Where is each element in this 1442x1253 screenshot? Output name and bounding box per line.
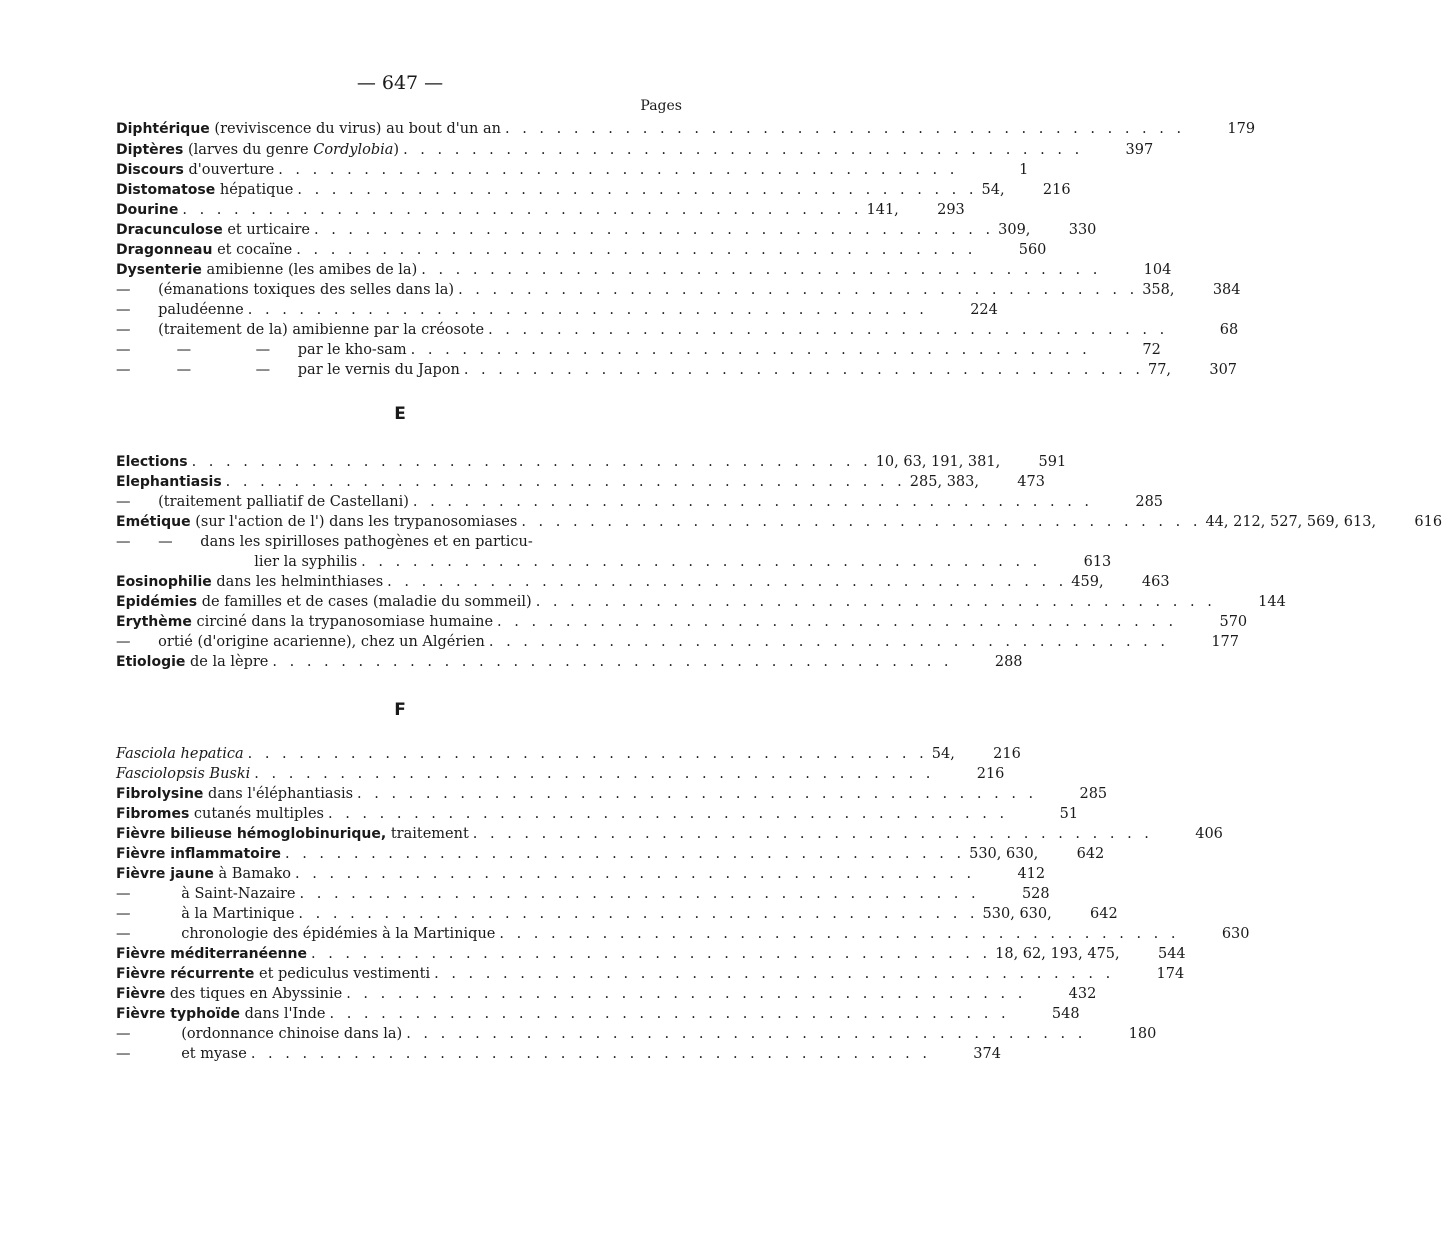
entry-page: 216 bbox=[993, 746, 1021, 762]
entry-text bbox=[116, 260, 417, 280]
entry-page: 179 bbox=[1227, 121, 1256, 137]
entry-description: d'ouverture bbox=[183, 162, 275, 178]
entry-description-end: ) bbox=[393, 142, 400, 158]
entry-text bbox=[116, 452, 188, 472]
entry-description: — (traitement de la) amibienne par la créosote bbox=[116, 322, 485, 338]
leader-dots: . . . . . . . . . . . . . . . . . . . . . . . . . . . . . . . . . . . . . . . . bbox=[247, 302, 928, 318]
leader-dots: . . . . . . . . . . . . . . . . . . . . . . . . . . . . . . . . . . . . . . . . bbox=[297, 182, 978, 198]
entry-text bbox=[116, 200, 178, 220]
entry-keyword: Fièvre typhoïde bbox=[116, 1006, 240, 1022]
entry-text bbox=[116, 784, 353, 804]
entry-description: (sur l'action de l') dans les trypanosomiases bbox=[190, 514, 518, 530]
index-entry bbox=[116, 804, 1079, 824]
entry-references bbox=[1114, 964, 1124, 984]
entry-page: 570 bbox=[1219, 614, 1248, 630]
entry-page: 68 bbox=[1219, 322, 1239, 338]
leader-dots: . . . . . . . . . . . . . . . . . . . . . . . . . . . . . . . . . . . . . . . . bbox=[191, 454, 872, 470]
leader-dots: . . . . . . . . . . . . . . . . . . . . . . . . . . . . . . . . . . . . . . . . bbox=[284, 846, 966, 862]
leader-dots: . . . . . . . . . . . . . . . . . . . . . . . . . . . . . . . . . . . . . . . . bbox=[314, 222, 995, 238]
entry-text bbox=[116, 280, 454, 300]
entry-description: cutanés multiples bbox=[189, 806, 324, 822]
entry-page: 544 bbox=[1157, 946, 1186, 962]
entry-keyword: Fièvre méditerranéenne bbox=[116, 946, 307, 962]
leader-dots: . . . . . . . . . . . . . . . . . . . . . . . . . . . . . . . . . . . . . . . . bbox=[296, 242, 977, 258]
entry-text bbox=[116, 612, 493, 632]
index-entry bbox=[116, 160, 1029, 180]
leader-dots: . . . . . . . . . . . . . . . . . . . . . . . . . . . . . . . . . . . . . . . . bbox=[225, 474, 906, 490]
entry-keyword: Diptères bbox=[116, 142, 184, 158]
leader-dots: . . . . . . . . . . . . . . . . . . . . . . . . . . . . . . . . . . . . . . . . bbox=[247, 746, 928, 762]
entry-keyword: Fibrolysine bbox=[116, 786, 204, 802]
entry-description: à Bamako bbox=[213, 866, 292, 882]
entry-keyword: Distomatose bbox=[116, 182, 216, 198]
entry-description: lier la syphilis bbox=[116, 554, 358, 570]
entry-references bbox=[1101, 260, 1111, 280]
entry-keyword: Elections bbox=[116, 454, 188, 470]
index-entry bbox=[116, 552, 1112, 572]
entry-references: 44, 212, 527, 569, 613, bbox=[1205, 514, 1377, 530]
entry-keyword: Fièvre récurrente bbox=[116, 966, 255, 982]
index-entry bbox=[116, 260, 1172, 280]
entry-keyword: Emétique bbox=[116, 514, 191, 530]
entry-references: 54, bbox=[981, 182, 1005, 198]
entry-references bbox=[1185, 119, 1195, 139]
index-entry bbox=[116, 864, 1046, 884]
entry-page: 630 bbox=[1221, 926, 1250, 942]
entry-italic: Cordylobia bbox=[313, 142, 394, 158]
entry-references bbox=[953, 652, 963, 672]
index-entry bbox=[116, 240, 1047, 260]
index-entry bbox=[116, 784, 1108, 804]
entry-page: 432 bbox=[1068, 986, 1097, 1002]
entry-references bbox=[1177, 612, 1187, 632]
entry-references: 530, 630, bbox=[982, 906, 1052, 922]
entry-keyword: Dysenterie bbox=[116, 262, 202, 278]
entry-page: 591 bbox=[1038, 454, 1067, 470]
entry-description: dans les helminthiases bbox=[211, 574, 384, 590]
entry-references bbox=[1083, 140, 1093, 160]
index-entry bbox=[116, 924, 1250, 944]
entry-description: (reviviscence du virus) au bout d'un an bbox=[209, 121, 501, 137]
entry-text bbox=[116, 532, 533, 552]
index-entry bbox=[116, 280, 1241, 300]
index-entry bbox=[116, 572, 1170, 592]
entry-page: 285 bbox=[1079, 786, 1108, 802]
entry-text bbox=[116, 180, 293, 200]
entry-references bbox=[934, 764, 944, 784]
entry-description: — chronologie des épidémies à la Martinique bbox=[116, 926, 496, 942]
entry-page: 374 bbox=[973, 1046, 1001, 1062]
leader-dots: . . . . . . . . . . . . . . . . . . . . . . . . . . . . . . . . . . . . . . . . bbox=[488, 634, 1169, 650]
entry-keyword: Fibromes bbox=[116, 806, 190, 822]
entry-references bbox=[1008, 804, 1018, 824]
entry-description: — — — par le vernis du Japon bbox=[116, 362, 460, 378]
index-entry bbox=[116, 824, 1223, 844]
leader-dots: . . . . . . . . . . . . . . . . . . . . . . . . . . . . . . . . . . . . . . . . bbox=[329, 1006, 1010, 1022]
index-entry bbox=[116, 944, 1186, 964]
entry-references bbox=[1153, 824, 1163, 844]
entry-page: 330 bbox=[1068, 222, 1097, 238]
entry-keyword: Etiologie bbox=[116, 654, 186, 670]
leader-dots: . . . . . . . . . . . . . . . . . . . . . . . . . . . . . . . . . . . . . . . . bbox=[346, 986, 1027, 1002]
entry-description: et cocaïne bbox=[212, 242, 293, 258]
entry-text bbox=[116, 652, 268, 672]
entry-references bbox=[1169, 632, 1179, 652]
index-entry bbox=[116, 964, 1185, 984]
entry-references bbox=[928, 300, 938, 320]
entry-italic: Fasciolopsis Buski bbox=[116, 766, 251, 782]
entry-references: 530, 630, bbox=[969, 846, 1039, 862]
entry-page: 72 bbox=[1142, 342, 1161, 358]
entry-references: 285, 383, bbox=[909, 474, 979, 490]
entry-text bbox=[116, 1024, 402, 1044]
entry-text bbox=[116, 764, 250, 784]
leader-dots: . . . . . . . . . . . . . . . . . . . . . . . . . . . . . . . . . . . . . . . . bbox=[295, 866, 976, 882]
index-entry bbox=[116, 884, 1050, 904]
entry-references bbox=[975, 864, 985, 884]
entry-keyword: Erythème bbox=[116, 614, 192, 630]
index-entry bbox=[116, 1024, 1157, 1044]
entry-description: — ortié (d'origine acarienne), chez un Algérien bbox=[116, 634, 485, 650]
leader-dots: . . . . . . . . . . . . . . . . . . . . . . . . . . . . . . . . . . . . . . . . bbox=[272, 654, 953, 670]
entry-text bbox=[116, 360, 460, 380]
entry-page: 642 bbox=[1090, 906, 1118, 922]
leader-dots bbox=[533, 532, 612, 552]
entry-keyword: Eosinophilie bbox=[116, 574, 212, 590]
entry-page bbox=[622, 532, 682, 552]
entry-references bbox=[976, 240, 986, 260]
entry-references bbox=[1010, 1004, 1020, 1024]
entry-references: 459, bbox=[1071, 574, 1104, 590]
leader-dots: . . . . . . . . . . . . . . . . . . . . . . . . . . . . . . . . . . . . . . . . bbox=[182, 202, 863, 218]
entry-description: amibienne (les amibes de la) bbox=[201, 262, 418, 278]
index-entry bbox=[116, 200, 965, 220]
entry-keyword: Fièvre bbox=[116, 986, 166, 1002]
index-entry bbox=[116, 652, 1023, 672]
entry-page: 104 bbox=[1143, 262, 1172, 278]
leader-dots: . . . . . . . . . . . . . . . . . . . . . . . . . . . . . . . . . . . . . . . . bbox=[387, 574, 1068, 590]
entry-references: 141, bbox=[866, 202, 899, 218]
entry-text bbox=[116, 884, 296, 904]
entry-references bbox=[1091, 340, 1101, 360]
entry-text bbox=[116, 472, 222, 492]
entry-references: 18, 62, 193, 475, bbox=[995, 946, 1120, 962]
entry-text bbox=[116, 592, 532, 612]
page-number: — 647 — bbox=[356, 72, 444, 94]
entry-text bbox=[116, 1044, 247, 1064]
entry-page: 560 bbox=[1018, 242, 1047, 258]
entry-text bbox=[116, 864, 291, 884]
entry-keyword: Dragonneau bbox=[116, 242, 213, 258]
index-entry bbox=[116, 512, 1442, 532]
leader-dots: . . . . . . . . . . . . . . . . . . . . . . . . . . . . . . . . . . . . . . . . bbox=[535, 594, 1216, 610]
index-entry bbox=[116, 119, 1256, 139]
entry-references bbox=[1168, 320, 1178, 340]
entry-keyword: Diphtérique bbox=[116, 121, 210, 137]
entry-page: 528 bbox=[1021, 886, 1050, 902]
entry-references bbox=[1180, 924, 1190, 944]
index-entry bbox=[116, 320, 1239, 340]
index-entry bbox=[116, 632, 1239, 652]
entry-page: 616 bbox=[1414, 514, 1442, 530]
index-entry bbox=[116, 452, 1067, 472]
entry-page: 144 bbox=[1258, 594, 1286, 610]
index-entry bbox=[116, 492, 1164, 512]
entry-page: 180 bbox=[1128, 1026, 1157, 1042]
entry-text bbox=[116, 844, 281, 864]
entry-references bbox=[612, 532, 622, 552]
index-entry bbox=[116, 764, 1005, 784]
entry-description: de la lèpre bbox=[185, 654, 269, 670]
entry-description: — (ordonnance chinoise dans la) bbox=[116, 1026, 403, 1042]
entry-keyword: Discours bbox=[116, 162, 184, 178]
entry-references bbox=[980, 884, 990, 904]
entry-references bbox=[1026, 984, 1036, 1004]
index-entry bbox=[116, 1004, 1080, 1024]
index-entry bbox=[116, 984, 1097, 1004]
leader-dots: . . . . . . . . . . . . . . . . . . . . . . . . . . . . . . . . . . . . . . . . bbox=[521, 514, 1202, 530]
leader-dots: . . . . . . . . . . . . . . . . . . . . . . . . . . . . . . . . . . . . . . . . bbox=[410, 342, 1091, 358]
index-entry bbox=[116, 360, 1238, 380]
entry-text bbox=[116, 632, 485, 652]
index-entry bbox=[116, 844, 1105, 864]
entry-keyword: Fièvre inflammatoire bbox=[116, 846, 281, 862]
leader-dots: . . . . . . . . . . . . . . . . . . . . . . . . . . . . . . . . . . . . . . . . bbox=[504, 121, 1186, 137]
entry-references bbox=[958, 160, 968, 180]
entry-keyword: Fièvre jaune bbox=[116, 866, 214, 882]
entry-references bbox=[1041, 552, 1051, 572]
entry-text bbox=[116, 572, 383, 592]
entry-page: 216 bbox=[976, 766, 1005, 782]
entry-page: 412 bbox=[1017, 866, 1046, 882]
section-letter-f: F bbox=[394, 700, 406, 720]
leader-dots: . . . . . . . . . . . . . . . . . . . . . . . . . . . . . . . . . . . . . . . . bbox=[472, 826, 1153, 842]
entry-page: 216 bbox=[1042, 182, 1071, 198]
entry-references: 77, bbox=[1147, 362, 1172, 378]
index-entry bbox=[116, 612, 1248, 632]
entry-keyword: Fièvre bilieuse hémoglobinurique, bbox=[116, 826, 387, 842]
entry-references: 309, bbox=[998, 222, 1031, 238]
index-entry bbox=[116, 140, 1154, 160]
entry-description: — à la Martinique bbox=[116, 906, 295, 922]
index-entry bbox=[116, 744, 1021, 764]
leader-dots: . . . . . . . . . . . . . . . . . . . . . . . . . . . . . . . . . . . . . . . . bbox=[254, 766, 935, 782]
index-entry bbox=[116, 1044, 1001, 1064]
entry-page: 642 bbox=[1076, 846, 1105, 862]
entry-text bbox=[116, 492, 409, 512]
entry-text bbox=[116, 340, 407, 360]
entry-text bbox=[116, 984, 342, 1004]
entry-page: 177 bbox=[1211, 634, 1239, 650]
leader-dots: . . . . . . . . . . . . . . . . . . . . . . . . . . . . . . . . . . . . . . . . bbox=[497, 614, 1178, 630]
entry-text bbox=[116, 744, 244, 764]
leader-dots: . . . . . . . . . . . . . . . . . . . . . . . . . . . . . . . . . . . . . . . . bbox=[488, 322, 1169, 338]
entry-references bbox=[1037, 784, 1047, 804]
entry-references bbox=[1093, 492, 1103, 512]
entry-text bbox=[116, 140, 399, 160]
entry-description: et urticaire bbox=[222, 222, 310, 238]
entry-description: traitement bbox=[386, 826, 469, 842]
entry-text bbox=[116, 824, 469, 844]
leader-dots: . . . . . . . . . . . . . . . . . . . . . . . . . . . . . . . . . . . . . . . . bbox=[298, 906, 979, 922]
entry-description: circiné dans la trypanosomiase humaine bbox=[191, 614, 494, 630]
entry-description: (larves du genre bbox=[183, 142, 314, 158]
leader-dots: . . . . . . . . . . . . . . . . . . . . . . . . . . . . . . . . . . . . . . . . bbox=[361, 554, 1042, 570]
entry-text bbox=[116, 160, 274, 180]
index-entry bbox=[116, 592, 1286, 612]
entry-references: 10, 63, 191, 381, bbox=[875, 454, 1001, 470]
section-letter-e: E bbox=[394, 404, 406, 424]
entry-references bbox=[1216, 592, 1226, 612]
entry-text bbox=[116, 119, 501, 139]
entry-description: hépatique bbox=[215, 182, 294, 198]
entry-text bbox=[116, 300, 244, 320]
entry-page: 288 bbox=[994, 654, 1023, 670]
leader-dots: . . . . . . . . . . . . . . . . . . . . . . . . . . . . . . . . . . . . . . . . bbox=[421, 262, 1102, 278]
entry-keyword: Elephantiasis bbox=[116, 474, 222, 490]
index-entry bbox=[116, 340, 1161, 360]
entry-description: — paludéenne bbox=[116, 302, 244, 318]
entry-description: — (émanations toxiques des selles dans la) bbox=[116, 282, 455, 298]
leader-dots: . . . . . . . . . . . . . . . . . . . . . . . . . . . . . . . . . . . . . . . . bbox=[406, 1026, 1087, 1042]
entry-keyword: Dracunculose bbox=[116, 222, 223, 238]
entry-text bbox=[116, 220, 310, 240]
leader-dots: . . . . . . . . . . . . . . . . . . . . . . . . . . . . . . . . . . . . . . . . bbox=[327, 806, 1009, 822]
entry-page: 224 bbox=[970, 302, 998, 318]
entry-references: 54, bbox=[931, 746, 955, 762]
pages-column-header: Pages bbox=[640, 98, 682, 114]
entry-text bbox=[116, 240, 292, 260]
entry-page: 463 bbox=[1141, 574, 1170, 590]
entry-references: 358, bbox=[1142, 282, 1175, 298]
entry-references bbox=[931, 1044, 941, 1064]
entry-page: 307 bbox=[1209, 362, 1238, 378]
entry-text bbox=[116, 320, 484, 340]
entry-page: 285 bbox=[1135, 494, 1164, 510]
entry-description: — — dans les spirilloses pathogènes et en particu- bbox=[116, 534, 533, 550]
entry-page: 548 bbox=[1051, 1006, 1080, 1022]
entry-page: 293 bbox=[937, 202, 965, 218]
entry-keyword: Epidémies bbox=[116, 594, 198, 610]
leader-dots: . . . . . . . . . . . . . . . . . . . . . . . . . . . . . . . . . . . . . . . . bbox=[278, 162, 959, 178]
entry-italic: Fasciola hepatica bbox=[116, 746, 244, 762]
entry-description: dans l'éléphantiasis bbox=[203, 786, 354, 802]
leader-dots: . . . . . . . . . . . . . . . . . . . . . . . . . . . . . . . . . . . . . . . . bbox=[463, 362, 1144, 378]
entry-page: 406 bbox=[1195, 826, 1223, 842]
entry-description: dans l'Inde bbox=[240, 1006, 326, 1022]
entry-text bbox=[116, 552, 357, 572]
index-entry bbox=[116, 300, 998, 320]
index-entry bbox=[116, 180, 1071, 200]
entry-page: 1 bbox=[1019, 162, 1029, 178]
leader-dots: . . . . . . . . . . . . . . . . . . . . . . . . . . . . . . . . . . . . . . . . bbox=[499, 926, 1180, 942]
entry-description: des tiques en Abyssinie bbox=[165, 986, 343, 1002]
index-entry bbox=[116, 532, 682, 552]
entry-references bbox=[1086, 1024, 1096, 1044]
entry-description: — (traitement palliatif de Castellani) bbox=[116, 494, 409, 510]
entry-text bbox=[116, 924, 495, 944]
entry-text bbox=[116, 1004, 325, 1024]
entry-description: de familles et de cases (maladie du sommeil) bbox=[197, 594, 532, 610]
entry-keyword: Dourine bbox=[116, 202, 179, 218]
entry-page: 473 bbox=[1017, 474, 1045, 490]
index-entry bbox=[116, 220, 1097, 240]
entry-page: 397 bbox=[1125, 142, 1154, 158]
leader-dots: . . . . . . . . . . . . . . . . . . . . . . . . . . . . . . . . . . . . . . . . bbox=[299, 886, 980, 902]
entry-text bbox=[116, 512, 517, 532]
entry-text bbox=[116, 804, 324, 824]
leader-dots: . . . . . . . . . . . . . . . . . . . . . . . . . . . . . . . . . . . . . . . . bbox=[250, 1046, 931, 1062]
entry-text bbox=[116, 944, 307, 964]
entry-description: — — — par le kho-sam bbox=[116, 342, 407, 358]
entry-text bbox=[116, 904, 294, 924]
leader-dots: . . . . . . . . . . . . . . . . . . . . . . . . . . . . . . . . . . . . . . . . bbox=[357, 786, 1038, 802]
index-entry bbox=[116, 904, 1118, 924]
leader-dots: . . . . . . . . . . . . . . . . . . . . . . . . . . . . . . . . . . . . . . . . bbox=[458, 282, 1139, 298]
entry-description: — et myase bbox=[116, 1046, 247, 1062]
entry-page: 174 bbox=[1156, 966, 1185, 982]
leader-dots: . . . . . . . . . . . . . . . . . . . . . . . . . . . . . . . . . . . . . . . . bbox=[412, 494, 1094, 510]
entry-text bbox=[116, 964, 430, 984]
index-entry bbox=[116, 472, 1045, 492]
entry-page: 51 bbox=[1059, 806, 1079, 822]
entry-page: 384 bbox=[1212, 282, 1241, 298]
entry-description: — à Saint-Nazaire bbox=[116, 886, 296, 902]
entry-page: 613 bbox=[1083, 554, 1112, 570]
entry-description: et pediculus vestimenti bbox=[254, 966, 431, 982]
leader-dots: . . . . . . . . . . . . . . . . . . . . . . . . . . . . . . . . . . . . . . . . bbox=[311, 946, 992, 962]
leader-dots: . . . . . . . . . . . . . . . . . . . . . . . . . . . . . . . . . . . . . . . . bbox=[434, 966, 1115, 982]
leader-dots: . . . . . . . . . . . . . . . . . . . . . . . . . . . . . . . . . . . . . . . . bbox=[403, 142, 1084, 158]
